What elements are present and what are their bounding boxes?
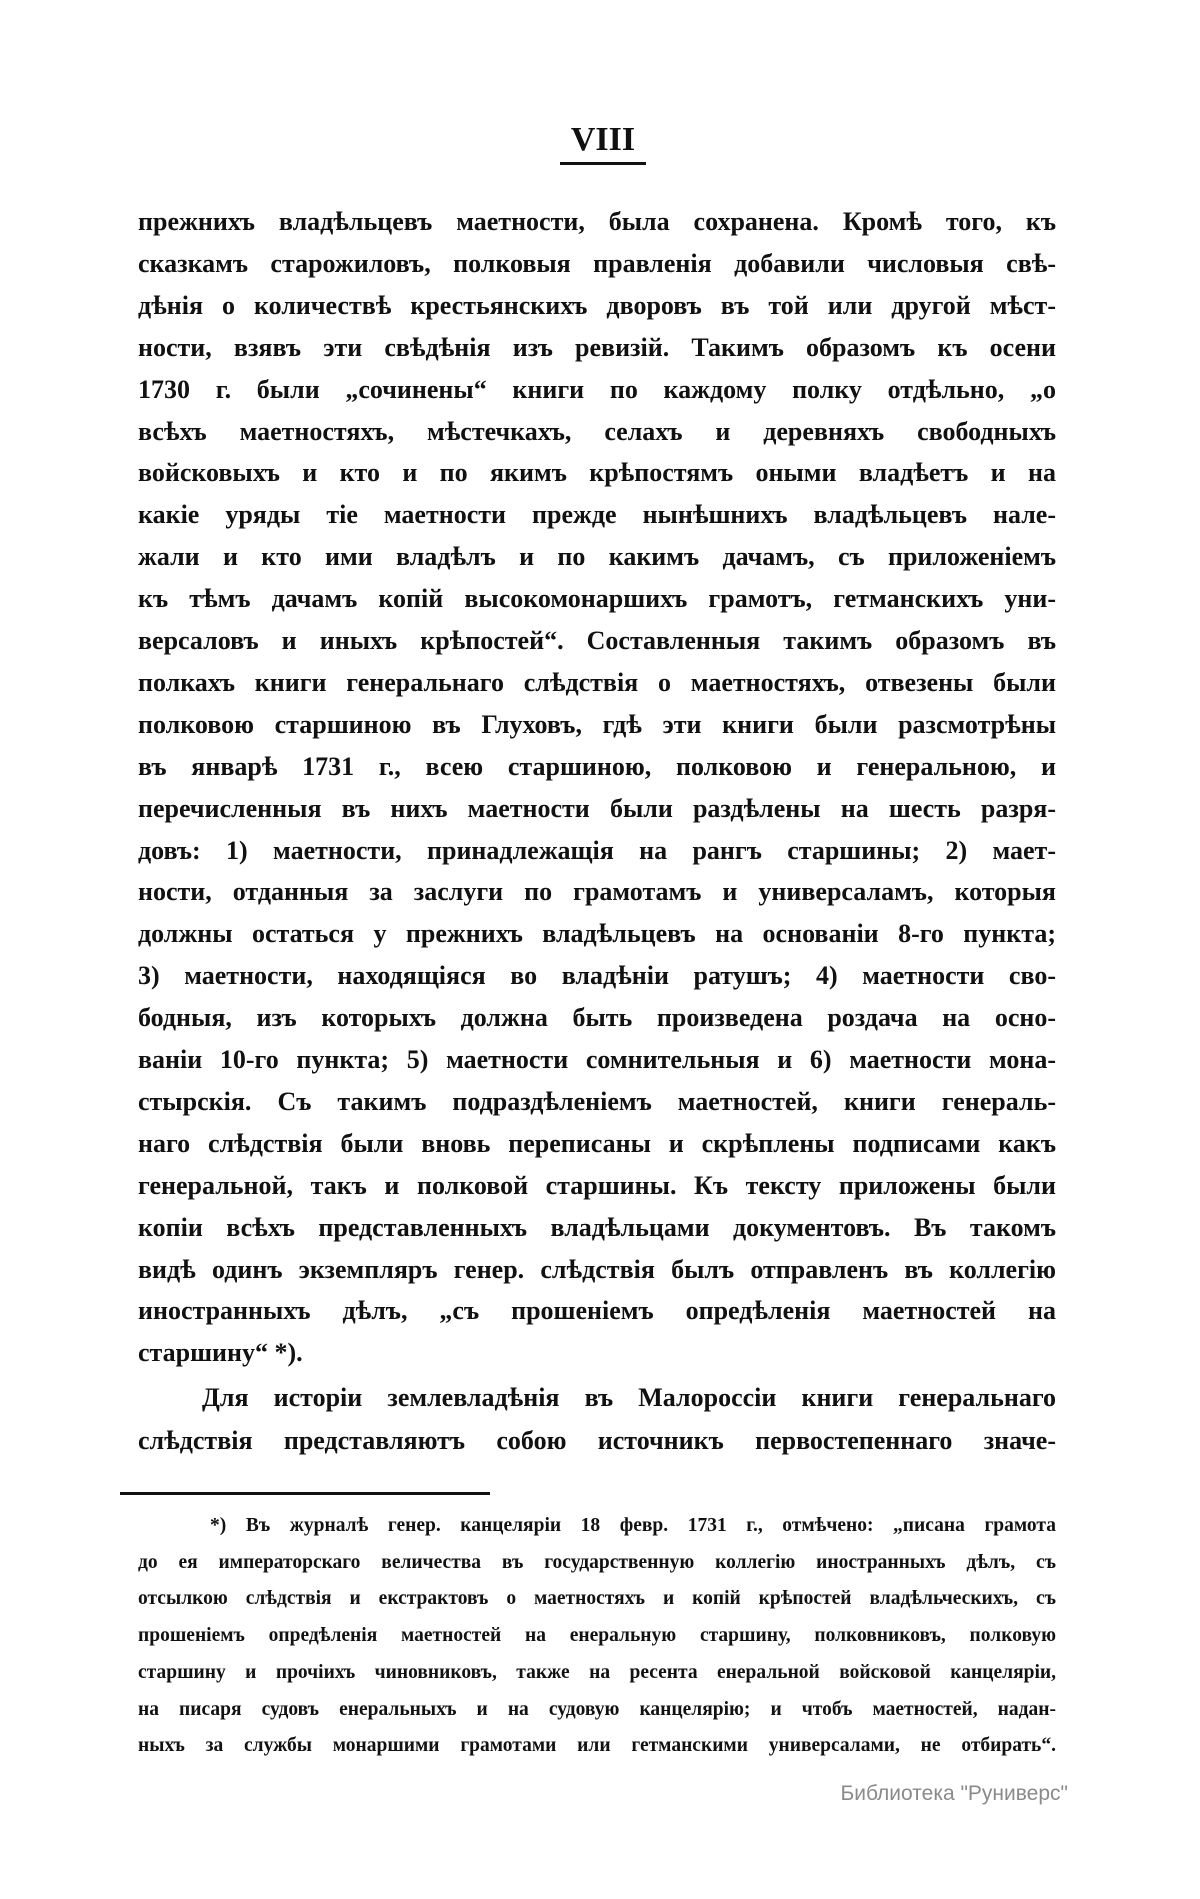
text-line: стырскія. Съ такимъ подраздѣленіемъ маетностей, книги генераль- (138, 1086, 1056, 1116)
text-line: сказкамъ старожиловъ, полковыя правленія добавили числовыя свѣ- (138, 248, 1056, 278)
text-line: старшину“ *). (138, 1338, 303, 1368)
text-line: довъ: 1) маетности, принадлежащія на рангъ старшины; 2) мает- (138, 835, 1056, 865)
footnote-line: отсылкою слѣдствія и екстрактовъ о маетностяхъ и копій крѣпостей владѣльческихъ, съ (138, 1588, 1056, 1610)
text-line: версаловъ и иныхъ крѣпостей“. Составленныя такимъ образомъ въ (138, 626, 1056, 655)
footnote-line: до ея императорскаго величества въ государственную коллегію иностранныхъ дѣлъ, съ (138, 1551, 1056, 1573)
text-line: войсковыхъ и кто и по якимъ крѣпостямъ оными владѣетъ и на (138, 458, 1056, 488)
footnote-line: старшину и прочіихъ чиновниковъ, также на ресента енеральной войсковой канцеляріи, (138, 1661, 1056, 1683)
text-line: ваніи 10-го пункта; 5) маетности сомнительныя и 6) маетности мона- (138, 1045, 1056, 1074)
library-watermark: Библиотека "Руниверс" (840, 1782, 1068, 1805)
text-line: ности, взявъ эти свѣдѣнія изъ ревизій. Такимъ образомъ къ осени (138, 332, 1056, 362)
text-line: должны остаться у прежнихъ владѣльцевъ на основаніи 8-го пункта; (138, 919, 1056, 949)
text-line: дѣнія о количествѣ крестьянскихъ дворовъ въ той или другой мѣст- (138, 290, 1056, 320)
text-line: наго слѣдствія были вновь переписаны и скрѣплены подписами какъ (138, 1128, 1056, 1158)
text-line: 1730 г. были „сочинены“ книги по каждому полку отдѣльно, „о (138, 374, 1056, 404)
footnote-divider (120, 1492, 490, 1495)
text-line: иностранныхъ дѣлъ, „съ прошеніемъ опредѣленія маетностей на (138, 1296, 1056, 1326)
text-line: перечисленныя въ нихъ маетности были раздѣлены на шесть разря- (138, 793, 1056, 823)
text-line: къ тѣмъ дачамъ копій высокомонаршихъ грамотъ, гетманскихъ уни- (138, 584, 1056, 614)
text-line: полковою старшиною въ Глуховъ, гдѣ эти книги были разсмотрѣны (138, 709, 1056, 739)
text-line: ности, отданныя за заслуги по грамотамъ и универсаламъ, которыя (138, 877, 1056, 907)
text-line: Для исторіи землевладѣнія въ Малороссіи книги генеральнаго (202, 1383, 1056, 1412)
text-line: копіи всѣхъ представленныхъ владѣльцами документовъ. Въ такомъ (138, 1212, 1056, 1242)
text-line: генеральной, такъ и полковой старшины. Къ тексту приложены были (138, 1170, 1056, 1200)
footnote-line: прошеніемъ опредѣленія маетностей на енеральную старшину, полковниковъ, полковую (138, 1625, 1056, 1647)
text-line: прежнихъ владѣльцевъ маетности, была сохранена. Кромѣ того, къ (138, 207, 1056, 236)
text-line: видѣ одинъ экземпляръ генер. слѣдствія былъ отправленъ въ коллегію (138, 1254, 1056, 1284)
text-line: 3) маетности, находящіяся во владѣніи ратушъ; 4) маетности сво- (138, 961, 1056, 991)
text-line: какіе уряды тіе маетности прежде нынѣшнихъ владѣльцевъ нале- (138, 500, 1056, 530)
text-line: жали и кто ими владѣлъ и по какимъ дачамъ, съ приложеніемъ (138, 542, 1056, 572)
text-line: слѣдствія представляютъ собою источникъ первостепеннаго значе- (138, 1426, 1056, 1455)
text-line: бодныя, изъ которыхъ должна быть произведена роздача на осно- (138, 1003, 1056, 1033)
page-number: VIII (560, 122, 646, 165)
text-line: всѣхъ маетностяхъ, мѣстечкахъ, селахъ и деревняхъ свободныхъ (138, 416, 1056, 446)
footnote-line: ныхъ за службы монаршими грамотами или гетманскими универсалами, не отбирать“. (138, 1735, 1056, 1757)
text-line: полкахъ книги генеральнаго слѣдствія о маетностяхъ, отвезены были (138, 667, 1056, 697)
text-line: въ январѣ 1731 г., всею старшиною, полковою и генеральною, и (138, 751, 1056, 781)
footnote-line: на писаря судовъ енеральныхъ и на судовую канцелярію; и чтобъ маетностей, надан- (138, 1698, 1056, 1720)
footnote-line: *) Въ журналѣ генер. канцеляріи 18 февр. 1731 г., отмѣчено: „писана грамота (210, 1515, 1056, 1536)
